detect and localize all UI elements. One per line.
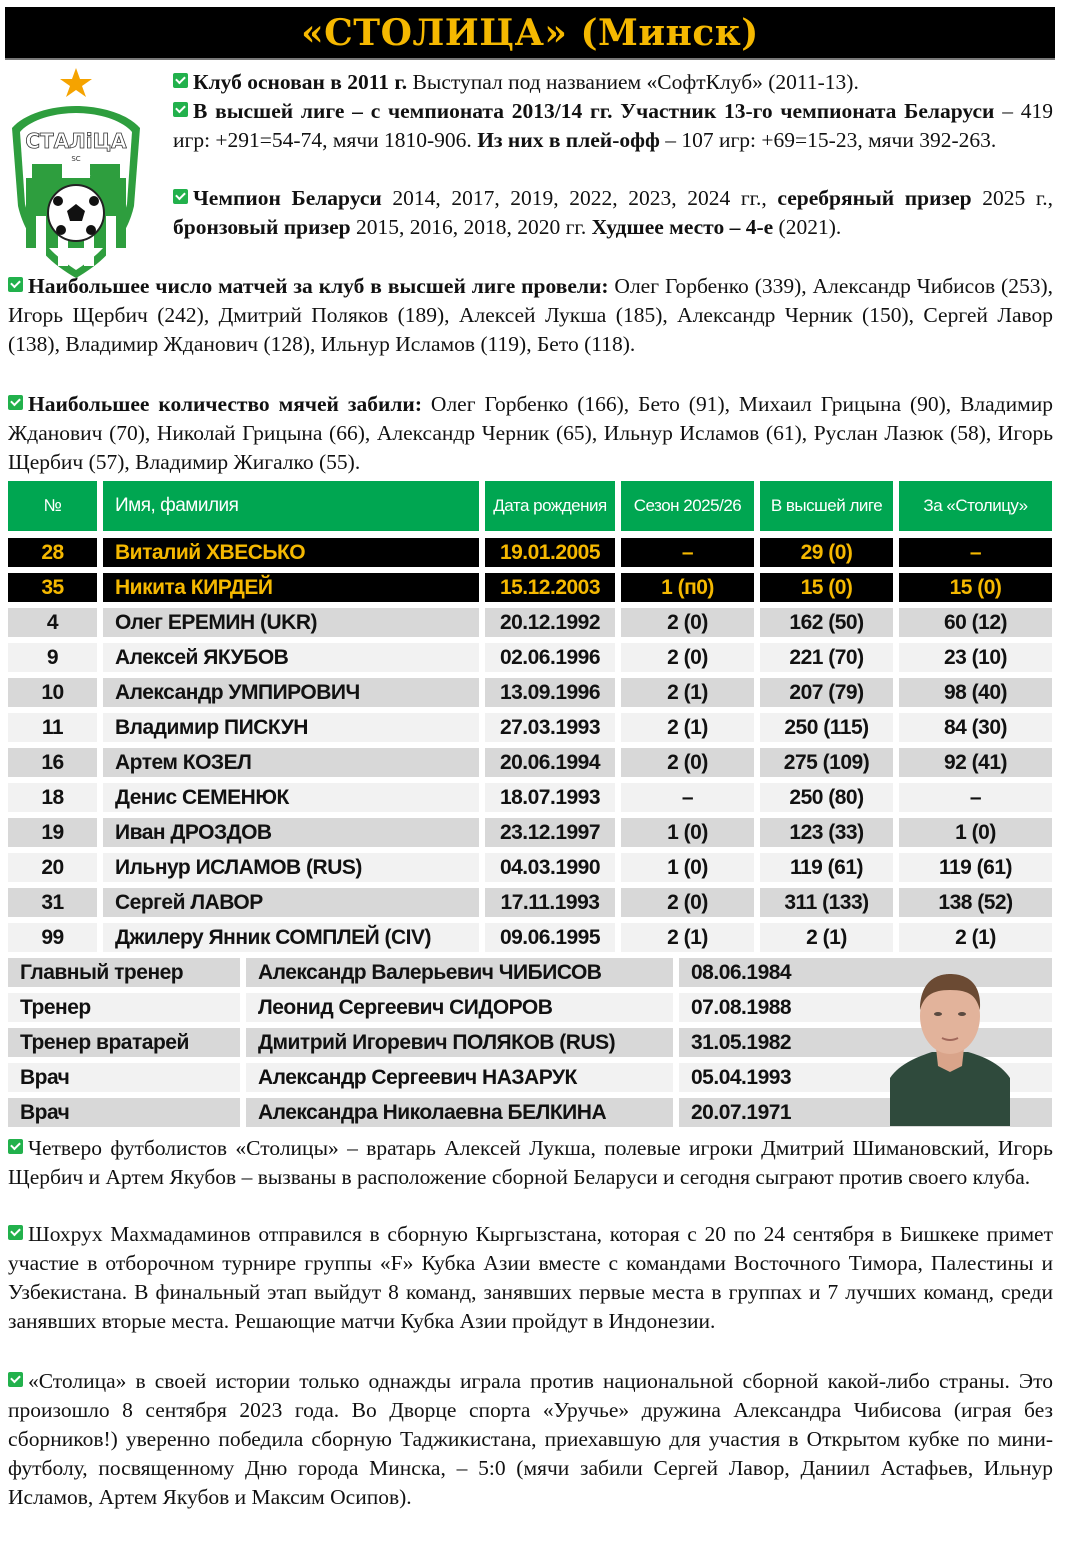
checkbox-icon [8,277,23,292]
cell-club: 23 (10) [899,643,1052,672]
cell-name: Ильнур ИСЛАМОВ (RUS) [103,853,479,882]
cell-season: 2 (0) [621,888,754,917]
cell-league: 275 (109) [760,748,893,777]
cell-num: 31 [8,888,97,917]
cell-name: Владимир ПИСКУН [103,713,479,742]
table-header [8,481,1052,535]
cell-name: Виталий ХВЕСЬКО [103,538,479,567]
checkbox-icon [8,395,23,410]
cell-club: – [899,538,1052,567]
cell-club: 15 (0) [899,573,1052,602]
cell-num: 9 [8,643,97,672]
cell-name: Джилеру Янник СОМПЛЕЙ (CIV) [103,923,479,952]
cell-season: 2 (0) [621,748,754,777]
staff-dob: 08.06.1984 [679,958,1052,987]
checkbox-icon [173,73,188,88]
table-row [8,535,1052,570]
cell-league: 15 (0) [760,573,893,602]
cell-dob: 17.11.1993 [485,888,615,917]
cell-dob: 20.06.1994 [485,748,615,777]
cell-league: 119 (61) [760,853,893,882]
cell-league: 221 (70) [760,643,893,672]
table-row [8,850,1052,885]
header-dob: Дата рождения [485,481,615,531]
cell-num: 35 [8,573,97,602]
club-logo [6,66,146,281]
cell-num: 4 [8,608,97,637]
cell-name: Иван ДРОЗДОВ [103,818,479,847]
cell-dob: 20.12.1992 [485,608,615,637]
table-row [8,745,1052,780]
staff-role: Тренер [8,993,240,1022]
cell-league: 123 (33) [760,818,893,847]
checkbox-icon [173,102,188,117]
cell-league: 2 (1) [760,923,893,952]
cell-name: Никита КИРДЕЙ [103,573,479,602]
cell-league: 29 (0) [760,538,893,567]
squad-table [8,481,1052,955]
cell-dob: 27.03.1993 [485,713,615,742]
cell-season: 2 (1) [621,678,754,707]
note-history: «Столица» в своей истории только однажды играла против национальной сборной какой-либо страны. Это произошло 8 сентября 2023 года. Во Дворце спорта «Уручье» дружина Александра Чибисова (играя без сборников!) уверенно победила сборную Таджикистана, приехавшую для участия в Открытом кубке по мини-футболу, посвященному Дню города Минска, – 5:0 (мячи забили Сергей Лавор, Даниил Астафьев, Ильнур Исламов, Артем Якубов и Максим Осипов). [8,1369,1053,1509]
table-row [8,710,1052,745]
logo-letters: МФК [61,165,91,179]
table-row [8,605,1052,640]
staff-role: Врач [8,1098,240,1127]
checkbox-icon [8,1372,23,1387]
cell-league: 207 (79) [760,678,893,707]
cell-league: 162 (50) [760,608,893,637]
cell-num: 10 [8,678,97,707]
cell-season: 2 (1) [621,923,754,952]
staff-dob: 31.05.1982 [679,1028,1052,1057]
cell-league: 311 (133) [760,888,893,917]
cell-club: 2 (1) [899,923,1052,952]
checkbox-icon [8,1225,23,1240]
table-row [8,570,1052,605]
cell-season: 2 (1) [621,713,754,742]
cell-name: Артем КОЗЕЛ [103,748,479,777]
cell-dob: 13.09.1996 [485,678,615,707]
table-body [8,535,1052,955]
table-row [8,675,1052,710]
intro-founded: Клуб основан в 2011 г. Выступал под названием «СофтКлуб» (2011-13). [173,68,1053,97]
cell-season: 2 (0) [621,643,754,672]
cell-num: 18 [8,783,97,812]
table-row [8,780,1052,815]
cell-dob: 09.06.1995 [485,923,615,952]
staff-role: Тренер вратарей [8,1028,240,1057]
cell-name: Олег ЕРЕМИН (UKR) [103,608,479,637]
intro-league: В высшей лиге – с чемпионата 2013/14 гг. Участник 13-го чемпионата Беларуси – 419 игр: +291=54-74, мячи 1810-906. Из них в плей-офф – 107 игр: +69=15-23, мячи 392-263. [173,99,1053,152]
cell-dob: 04.03.1990 [485,853,615,882]
cell-club: 119 (61) [899,853,1052,882]
cell-num: 99 [8,923,97,952]
cell-league: 250 (115) [760,713,893,742]
logo-text: СТАЛіЦА [25,129,127,153]
staff-dob: 07.08.1988 [679,993,1052,1022]
header-club: За «Столицу» [899,481,1052,531]
table-row [8,640,1052,675]
cell-name: Александр УМПИРОВИЧ [103,678,479,707]
header-number: № [8,481,97,531]
header-league: В высшей лиге [760,481,893,531]
star-icon [60,68,92,97]
cell-dob: 15.12.2003 [485,573,615,602]
cell-club: 60 (12) [899,608,1052,637]
checkbox-icon [8,1139,23,1154]
staff-name: Дмитрий Игоревич ПОЛЯКОВ (RUS) [246,1028,673,1057]
cell-season: 1 (п0) [621,573,754,602]
cell-season: 2 (0) [621,608,754,637]
cell-club: 92 (41) [899,748,1052,777]
staff-role: Врач [8,1063,240,1092]
record-appearances: Наибольшее число матчей за клуб в высшей лиге провели: Олег Горбенко (339), Александр Чибисов (253), Игорь Щербич (242), Дмитрий Поляков (189), Алексей Лукша (185), Александр Черник (150), Сергей Лавор (138), Владимир Жданович (128), Ильнур Исламов (119), Бето (118). [8,274,1053,356]
staff-role: Главный тренер [8,958,240,987]
cell-dob: 23.12.1997 [485,818,615,847]
cell-club: 1 (0) [899,818,1052,847]
table-row [8,815,1052,850]
staff-name: Александра Николаевна БЕЛКИНА [246,1098,673,1127]
cell-num: 19 [8,818,97,847]
intro-titles: Чемпион Беларуси 2014, 2017, 2019, 2022, 2023, 2024 гг., серебряный призер 2025 г., бронзовый призер 2015, 2016, 2018, 2020 гг. Худшее место – 4-е (2021). [173,186,1053,239]
page-title: «СТОЛИЦА» (Минск) [301,11,759,54]
cell-club: – [899,783,1052,812]
cell-dob: 19.01.2005 [485,538,615,567]
staff-name: Александр Сергеевич НАЗАРУК [246,1063,673,1092]
record-goals: Наибольшее количество мячей забили: Олег Горбенко (166), Бето (91), Михаил Грицына (90), Владимир Жданович (70), Николай Грицына (66), Александр Черник (65), Ильнур Исламов (61), Руслан Лазюк (58), Игорь Щербич (57), Владимир Жигалко (55). [8,392,1053,474]
cell-season: – [621,783,754,812]
cell-league: 250 (80) [760,783,893,812]
cell-club: 84 (30) [899,713,1052,742]
staff-dob: 20.07.1971 [679,1098,1052,1127]
staff-name: Леонид Сергеевич СИДОРОВ [246,993,673,1022]
staff-dob: 05.04.1993 [679,1063,1052,1092]
note-national-call: Четверо футболистов «Столицы» – вратарь Алексей Лукша, полевые игроки Дмитрий Шимановский, Игорь Щербич и Артем Якубов – вызваны в расположение сборной Беларуси и сегодня сыграют против своего клуба. [8,1136,1053,1189]
checkbox-icon [173,189,188,204]
header-season: Сезон 2025/26 [621,481,754,531]
cell-dob: 18.07.1993 [485,783,615,812]
coach-photo [890,968,1010,1126]
cell-name: Сергей ЛАВОР [103,888,479,917]
cell-name: Алексей ЯКУБОВ [103,643,479,672]
page-title-bar [5,7,1055,60]
cell-season: 1 (0) [621,853,754,882]
cell-num: 28 [8,538,97,567]
cell-season: – [621,538,754,567]
cell-club: 98 (40) [899,678,1052,707]
logo-sub: SC [71,155,81,163]
header-name: Имя, фамилия [103,481,479,531]
table-row [8,885,1052,920]
cell-season: 1 (0) [621,818,754,847]
cell-num: 11 [8,713,97,742]
cell-club: 138 (52) [899,888,1052,917]
cell-name: Денис СЕМЕНЮК [103,783,479,812]
table-row [8,920,1052,955]
cell-num: 20 [8,853,97,882]
cell-dob: 02.06.1996 [485,643,615,672]
cell-num: 16 [8,748,97,777]
staff-name: Александр Валерьевич ЧИБИСОВ [246,958,673,987]
note-kyrgyzstan: Шохрух Махмадаминов отправился в сборную Кыргызстана, которая с 20 по 24 сентября в Бишкеке примет участие в отборочном турнире группы «F» Кубка Азии вместе с командами Восточного Тимора, Палестины и Узбекистана. В финальный этап выйдут 8 команд, занявших первые места в группах и 7 лучших команд, среди занявших вторые места. Решающие матчи Кубка Азии пройдут в Индонезии. [8,1222,1053,1333]
